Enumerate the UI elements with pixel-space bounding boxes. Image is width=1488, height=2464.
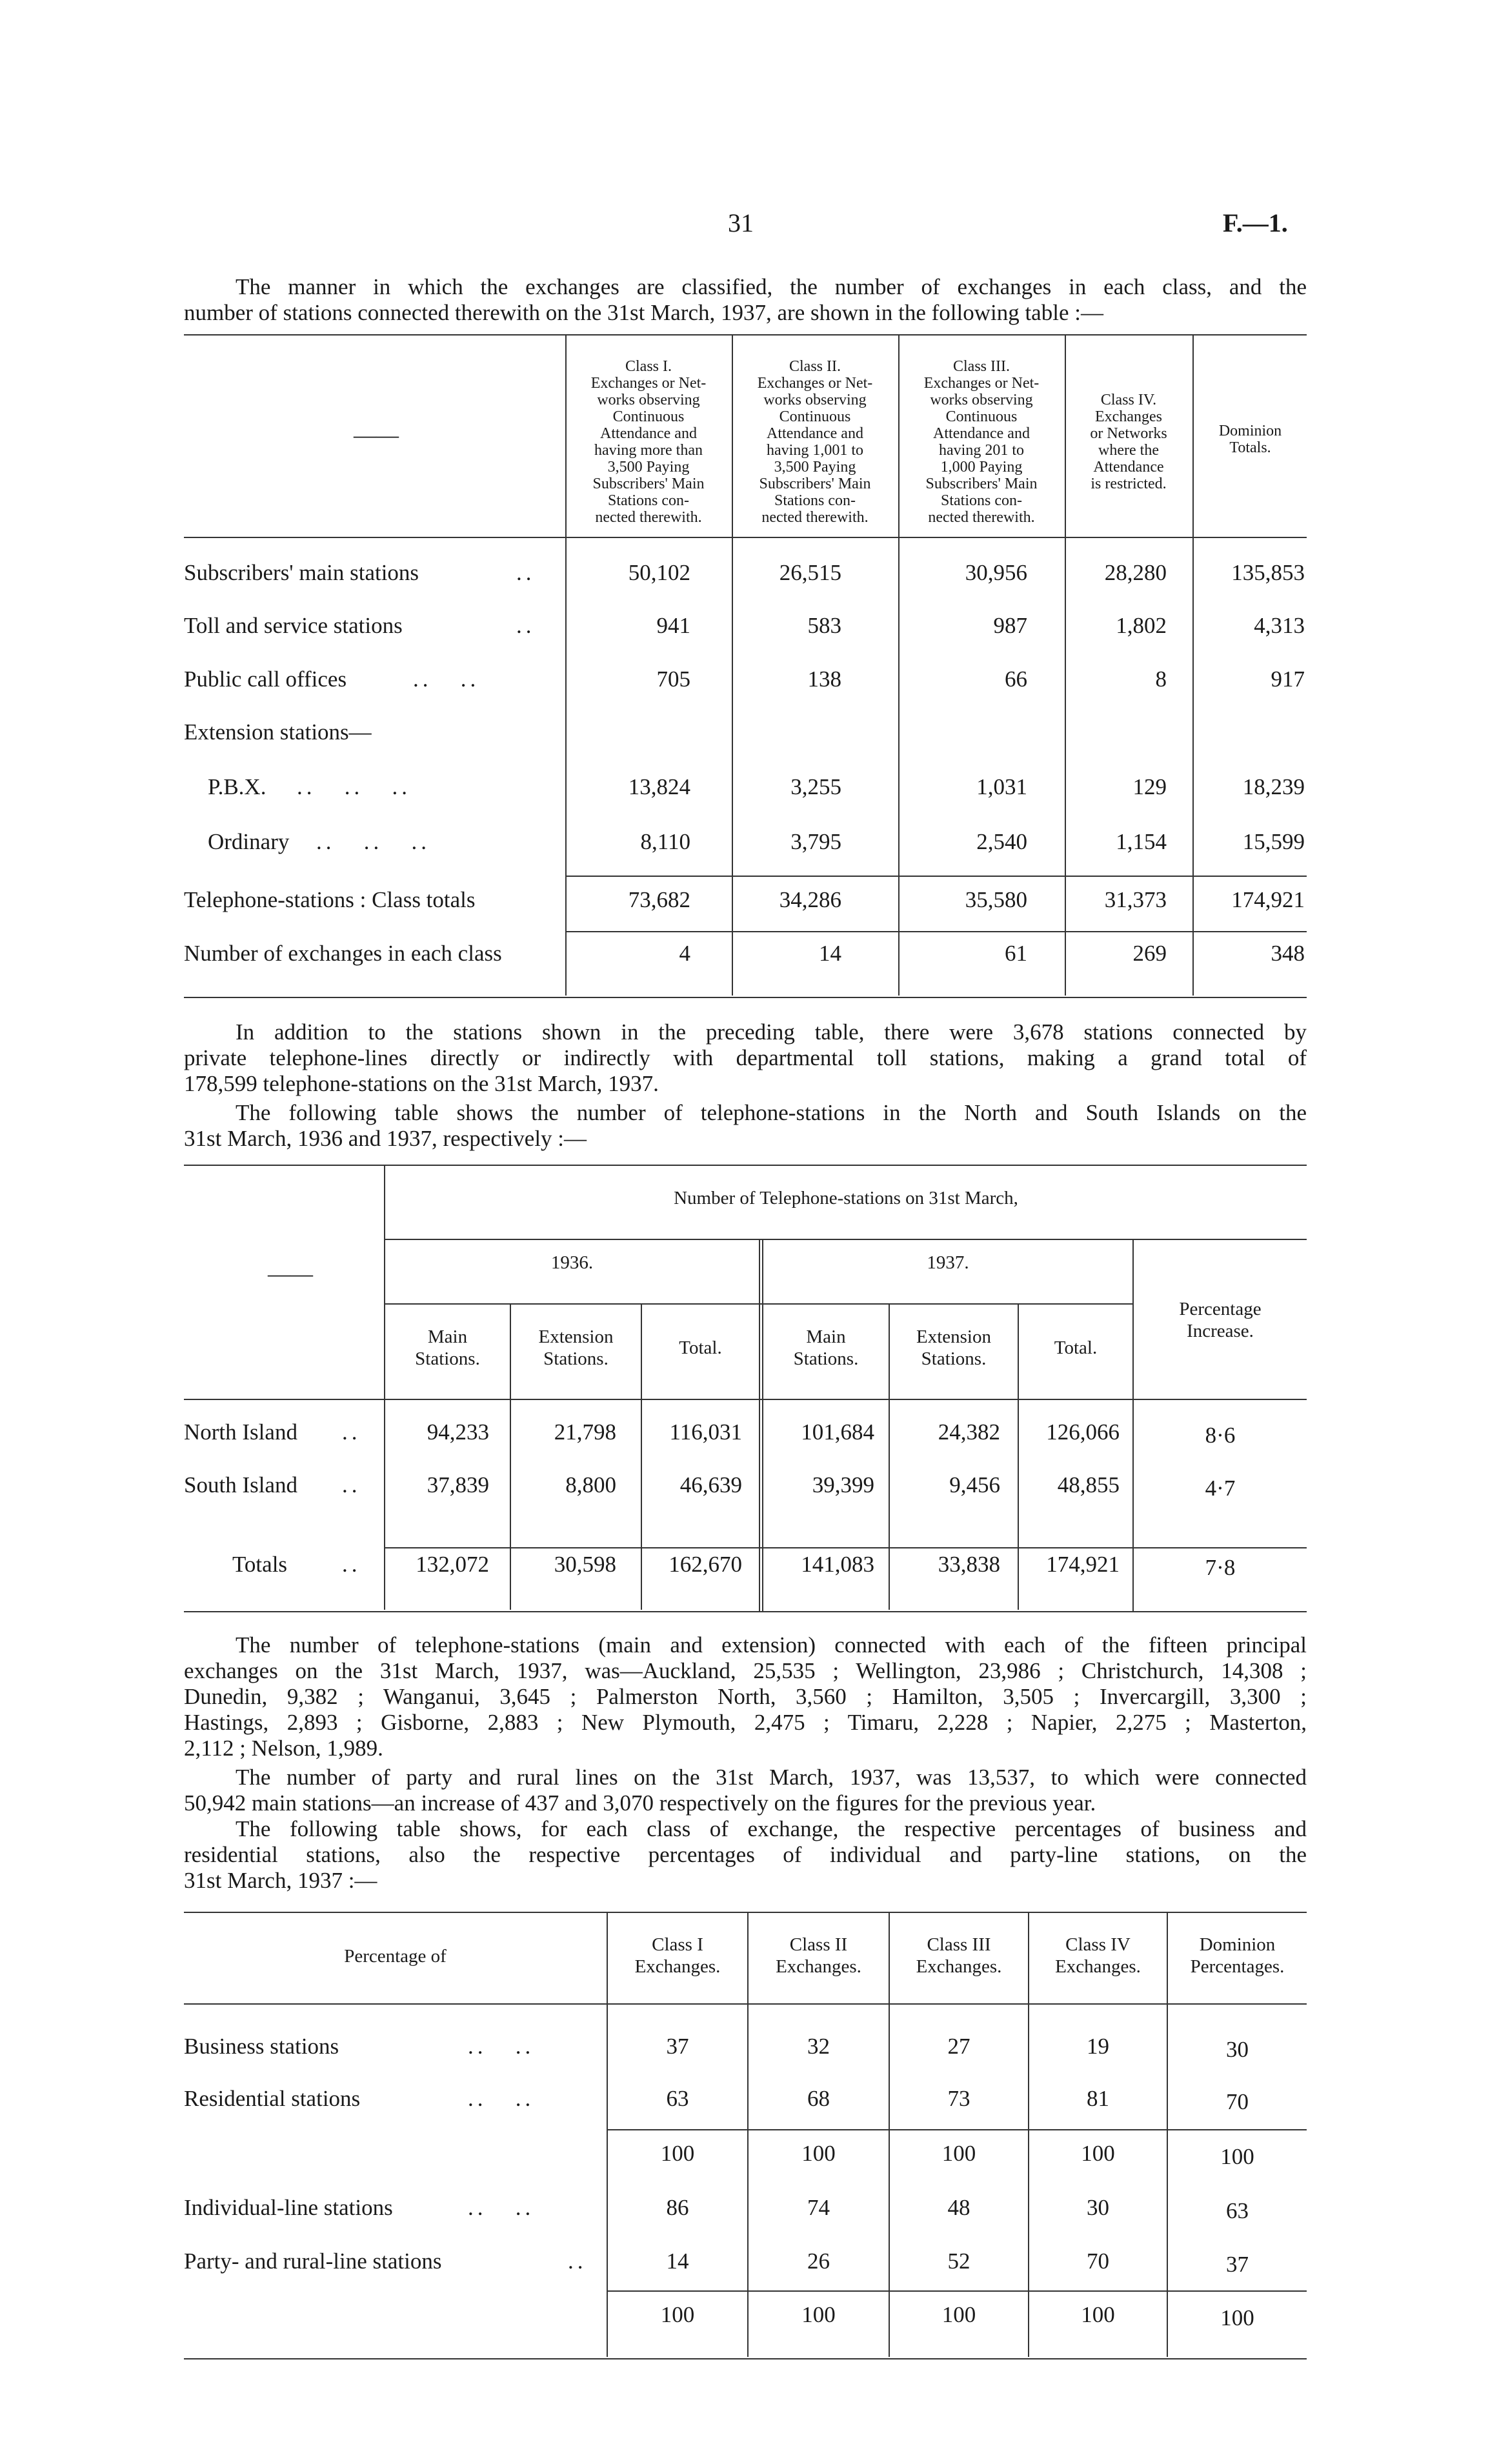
table-cell: 50,102: [628, 560, 690, 585]
grand-total-paragraph: [184, 1019, 1307, 1097]
table-cell: 9,456: [949, 1472, 1000, 1497]
row-label: Subscribers' main stations: [184, 560, 419, 585]
table-cell: 35,580: [965, 887, 1027, 912]
row-label: South Island: [184, 1472, 297, 1497]
table-cell: 269: [1132, 941, 1167, 966]
table-cell: 174,921: [1046, 1552, 1120, 1577]
table-cell: 26: [807, 2249, 830, 2274]
table-cell: 8,800: [565, 1472, 616, 1497]
text-line: The following table shows the number of telephone-stations in the North and South Islands on the: [236, 1100, 1307, 1125]
table-cell: 135,853: [1231, 560, 1305, 585]
table-cell: 28,280: [1104, 560, 1167, 585]
table-cell: 101,684: [801, 1419, 874, 1445]
percentage-cell: 4·7: [1205, 1476, 1236, 1501]
table-cell: 138: [807, 666, 841, 692]
col-header-class-1: Class I Exchanges.: [634, 1934, 721, 1977]
row-label: Extension stations—: [184, 719, 372, 745]
leader-dots: .. ..: [468, 2086, 535, 2111]
col-header-class-2: Class II. Exchanges or Net- works observing Continuous Attendance and having 1,001 to 3,500 Paying Subscribers' Main Stations con- nected therewith.: [757, 358, 873, 526]
text-line: In addition to the stations shown in the preceding table, there were 3,678 stations connected by: [236, 1019, 1307, 1045]
table-cell: 21,798: [554, 1419, 616, 1445]
col-header-class-3: Class III. Exchanges or Net- works observing Continuous Attendance and having 201 to 1,000 Paying Subscribers' Main Stations con- nected therewith.: [923, 358, 1040, 526]
table-cell: 126,066: [1046, 1419, 1120, 1445]
table-cell: 162,670: [669, 1552, 742, 1577]
table-cell: 26,515: [779, 560, 841, 585]
top-header: Number of Telephone-stations on 31st March,: [674, 1188, 1018, 1208]
page-code: F.—1.: [1223, 208, 1288, 237]
col-header-dominion: Dominion Percentages.: [1190, 1934, 1285, 1977]
text-line: Hastings, 2,893 ; Gisborne, 2,883 ; New Plymouth, 2,475 ; Timaru, 2,228 ; Napier, 2,275 ; Masterton,: [184, 1710, 1307, 1735]
col-header-percentage: Percentage Increase.: [1179, 1299, 1262, 1341]
principal-exchanges-paragraph: [184, 1632, 1307, 1761]
islands-intro-paragraph: [184, 1100, 1307, 1152]
row-label: Number of exchanges in each class: [184, 941, 502, 966]
table-cell: 100: [801, 2302, 836, 2327]
col-header-ext-1936: Extension Stations.: [538, 1327, 614, 1369]
intro-paragraph: [184, 274, 1307, 326]
table-cell: 705: [656, 666, 690, 692]
table-cell: 13,824: [628, 774, 690, 799]
table-cell: 73: [947, 2086, 970, 2111]
table-cell: 61: [1005, 941, 1027, 966]
table-cell: 917: [1271, 666, 1305, 692]
row-label: Public call offices: [184, 666, 347, 692]
table-cell: 174,921: [1231, 887, 1305, 912]
col-header-total-1937: Total.: [1054, 1337, 1098, 1358]
table-cell: 31,373: [1104, 887, 1167, 912]
table-cell: 583: [807, 613, 841, 638]
table-cell: 987: [993, 613, 1027, 638]
table-cell: 348: [1271, 941, 1305, 966]
table-cell: 30,598: [554, 1552, 616, 1577]
table-cell: 27: [947, 2034, 970, 2059]
col-header-dominion: Dominion Totals.: [1218, 423, 1282, 456]
table-cell: 2,540: [976, 829, 1027, 854]
table-cell: 94,233: [427, 1419, 489, 1445]
table-cell: 18,239: [1242, 774, 1305, 799]
table-cell: 100: [1081, 2302, 1115, 2327]
col-header-main-1936: Main Stations.: [415, 1327, 480, 1369]
table-cell: 8: [1155, 666, 1167, 692]
table-cell: 46,639: [679, 1472, 742, 1497]
leader-dots: ..: [568, 2249, 587, 2274]
table-cell: 100: [660, 2302, 695, 2327]
table-cell: 100: [941, 2141, 976, 2166]
row-label: Business stations: [184, 2034, 339, 2059]
table-cell: 30: [1226, 2037, 1249, 2062]
table-cell: 3,795: [790, 829, 841, 854]
percentage-cell: 8·6: [1205, 1423, 1236, 1448]
table-cell: 48: [947, 2195, 970, 2220]
table-cell: 8,110: [640, 829, 690, 854]
leader-dots: ..: [342, 1472, 361, 1497]
table-cell: 1,154: [1116, 829, 1167, 854]
text-line: residential stations, also the respective percentages of individual and party-line stations, on the: [184, 1842, 1307, 1867]
year-1937-header: 1937.: [927, 1252, 969, 1273]
table-cell: 73,682: [628, 887, 690, 912]
table-cell: 37: [666, 2034, 689, 2059]
col-header-class-2: Class II Exchanges.: [776, 1934, 861, 1977]
leader-dots: ..: [516, 613, 536, 638]
table-cell: 941: [656, 613, 690, 638]
table-cell: 74: [807, 2195, 830, 2220]
table-cell: 70: [1087, 2249, 1109, 2274]
text-line: The manner in which the exchanges are classified, the number of exchanges in each class, and the: [236, 274, 1307, 299]
table-cell: 37,839: [427, 1472, 489, 1497]
table-cell: 100: [1220, 2144, 1254, 2169]
table-cell: 14: [819, 941, 841, 966]
leader-dots: .. ..: [468, 2034, 535, 2059]
text-line: The number of telephone-stations (main and extension) connected with each of the fifteen principal: [236, 1632, 1307, 1658]
table-cell: 48,855: [1057, 1472, 1120, 1497]
row-label: Party- and rural-line stations: [184, 2249, 442, 2274]
table-cell: 39,399: [812, 1472, 874, 1497]
text-line: 31st March, 1936 and 1937, respectively :—: [184, 1126, 587, 1151]
table-cell: 1,802: [1116, 613, 1167, 638]
table-cell: 129: [1132, 774, 1167, 799]
table-cell: 132,072: [416, 1552, 489, 1577]
col-header-class-4: Class IV Exchanges.: [1055, 1934, 1141, 1977]
table-cell: 4,313: [1254, 613, 1305, 638]
table-cell: 30: [1087, 2195, 1109, 2220]
text-line: number of stations connected therewith on the 31st March, 1937, are shown in the following table :—: [184, 300, 1103, 325]
text-line: exchanges on the 31st March, 1937, was—Auckland, 25,535 ; Wellington, 23,986 ; Christchurch, 14,308 ;: [184, 1658, 1307, 1683]
percentages-intro-paragraph: [184, 1816, 1307, 1894]
table-cell: 33,838: [938, 1552, 1000, 1577]
table-cell: 32: [807, 2034, 830, 2059]
leader-dots: .. ..: [413, 666, 480, 692]
row-label: Telephone-stations : Class totals: [184, 887, 476, 912]
col-header-class-1: Class I. Exchanges or Net- works observing Continuous Attendance and having more than 3,500 Paying Subscribers' Main Stations con- nected therewith.: [590, 358, 707, 526]
row-label: Residential stations: [184, 2086, 361, 2111]
table-cell: 14: [666, 2249, 689, 2274]
table-cell: 141,083: [801, 1552, 874, 1577]
table-cell: 4: [679, 941, 690, 966]
stub-header: ——: [268, 1261, 313, 1287]
percentage-cell: 7·8: [1205, 1555, 1236, 1580]
table-cell: 52: [947, 2249, 970, 2274]
text-line: The number of party and rural lines on the 31st March, 1937, was 13,537, to which were connected: [236, 1765, 1307, 1790]
party-lines-paragraph: [184, 1765, 1307, 1816]
text-line: 31st March, 1937 :—: [184, 1868, 377, 1893]
table-cell: 68: [807, 2086, 830, 2111]
col-header-total-1936: Total.: [679, 1337, 722, 1358]
table-cell: 116,031: [669, 1419, 742, 1445]
table-cell: 66: [1005, 666, 1027, 692]
table-cell: 30,956: [965, 560, 1027, 585]
table-cell: 34,286: [779, 887, 841, 912]
year-1936-header: 1936.: [550, 1252, 594, 1273]
row-label: Ordinary: [208, 829, 290, 854]
col-header-class-3: Class III Exchanges.: [916, 1934, 1002, 1977]
table-cell: 63: [666, 2086, 689, 2111]
table-cell: 3,255: [790, 774, 841, 799]
leader-dots: .. .. ..: [316, 829, 430, 854]
col-header-main-1937: Main Stations.: [793, 1327, 859, 1369]
stub-header: ——: [354, 423, 399, 448]
table-cell: 100: [1081, 2141, 1115, 2166]
table-cell: 24,382: [938, 1419, 1000, 1445]
text-line: 50,942 main stations—an increase of 437 and 3,070 respectively on the figures for the previous year.: [184, 1790, 1096, 1816]
table-cell: 100: [941, 2302, 976, 2327]
table-cell: 100: [1220, 2305, 1254, 2330]
table-cell: 70: [1226, 2089, 1249, 2114]
leader-dots: .. ..: [468, 2195, 535, 2220]
row-label: Totals: [232, 1552, 288, 1577]
text-line: 178,599 telephone-stations on the 31st March, 1937.: [184, 1071, 659, 1096]
text-line: 2,112 ; Nelson, 1,989.: [184, 1736, 383, 1761]
row-label: Toll and service stations: [184, 613, 403, 638]
table-cell: 37: [1226, 2252, 1249, 2277]
table-cell: 63: [1226, 2198, 1249, 2223]
col-header-class-4: Class IV. Exchanges or Networks where the Attendance is restricted.: [1090, 392, 1167, 492]
leader-dots: ..: [516, 560, 536, 585]
text-line: Dunedin, 9,382 ; Wanganui, 3,645 ; Palmerston North, 3,560 ; Hamilton, 3,505 ; Invercargill, 3,300 ;: [184, 1684, 1307, 1709]
table-cell: 81: [1087, 2086, 1109, 2111]
text-line: The following table shows, for each class of exchange, the respective percentages of business and: [236, 1816, 1307, 1841]
stub-header: Percentage of: [344, 1946, 447, 1967]
leader-dots: ..: [342, 1552, 361, 1577]
row-label: P.B.X.: [208, 774, 266, 799]
leader-dots: .. .. ..: [297, 774, 411, 799]
table-cell: 15,599: [1242, 829, 1305, 854]
leader-dots: ..: [342, 1419, 361, 1445]
table-cell: 100: [660, 2141, 695, 2166]
table-cell: 86: [666, 2195, 689, 2220]
table-cell: 100: [801, 2141, 836, 2166]
col-header-ext-1937: Extension Stations.: [916, 1327, 991, 1369]
page-number: 31: [728, 208, 754, 237]
text-line: private telephone-lines directly or indirectly with departmental toll stations, making a grand total of: [184, 1045, 1307, 1070]
table-cell: 19: [1087, 2034, 1109, 2059]
row-label: North Island: [184, 1419, 297, 1445]
row-label: Individual-line stations: [184, 2195, 393, 2220]
table-cell: 1,031: [976, 774, 1027, 799]
